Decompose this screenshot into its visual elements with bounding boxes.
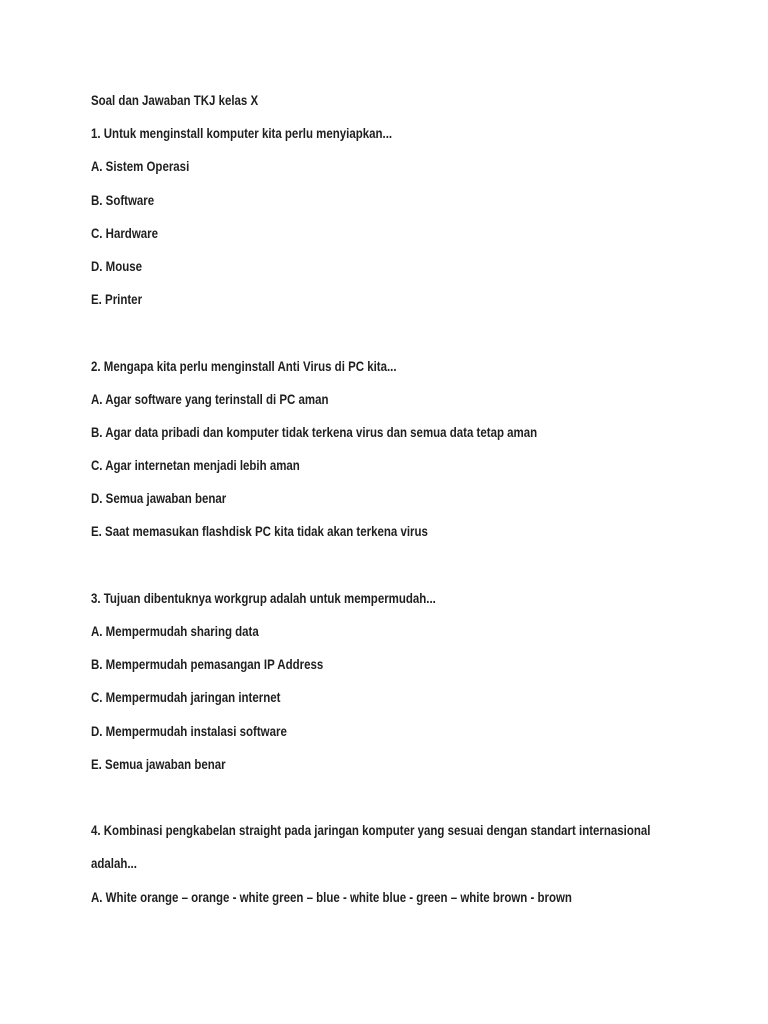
question-3-option-c: C. Mempermudah jaringan internet xyxy=(91,689,281,706)
question-2-option-d: D. Semua jawaban benar xyxy=(91,490,227,507)
document-title: Soal dan Jawaban TKJ kelas X xyxy=(91,92,259,108)
question-4-option-a: A. White orange – orange - white green – blue - white blue - green – white brown - brown xyxy=(91,888,572,905)
question-4-text-line-1: 4. Kombinasi pengkabelan straight pada jaringan komputer yang sesuai dengan standart internasional xyxy=(91,822,651,839)
question-2-option-b: B. Agar data pribadi dan komputer tidak terkena virus dan semua data tetap aman xyxy=(91,423,538,440)
question-1-option-b: B. Software xyxy=(91,191,155,208)
document-content xyxy=(91,84,768,914)
question-3-option-b: B. Mempermudah pemasangan IP Address xyxy=(91,656,324,673)
question-3-option-d: D. Mempermudah instalasi software xyxy=(91,722,287,739)
question-1-option-d: D. Mouse xyxy=(91,257,143,274)
question-2-option-c: C. Agar internetan menjadi lebih aman xyxy=(91,457,300,474)
question-3-option-a: A. Mempermudah sharing data xyxy=(91,623,259,639)
question-1-option-a: A. Sistem Operasi xyxy=(91,158,190,175)
blank-line xyxy=(91,781,646,814)
blank-line xyxy=(91,316,646,349)
question-2-option-a: A. Agar software yang terinstall di PC aman xyxy=(91,390,329,407)
question-2-text: 2. Mengapa kita perlu menginstall Anti Virus di PC kita... xyxy=(91,357,397,374)
question-1-option-e: E. Printer xyxy=(91,291,143,308)
question-1-text: 1. Untuk menginstall komputer kita perlu menyiapkan... xyxy=(91,125,393,142)
question-3-option-e: E. Semua jawaban benar xyxy=(91,755,226,772)
question-3-text: 3. Tujuan dibentuknya workgrup adalah untuk mempermudah... xyxy=(91,589,436,606)
question-4-text-line-2: adalah... xyxy=(91,855,137,872)
question-1-option-c: C. Hardware xyxy=(91,224,158,241)
question-2-option-e: E. Saat memasukan flashdisk PC kita tidak akan terkena virus xyxy=(91,523,428,540)
blank-line xyxy=(91,549,646,582)
